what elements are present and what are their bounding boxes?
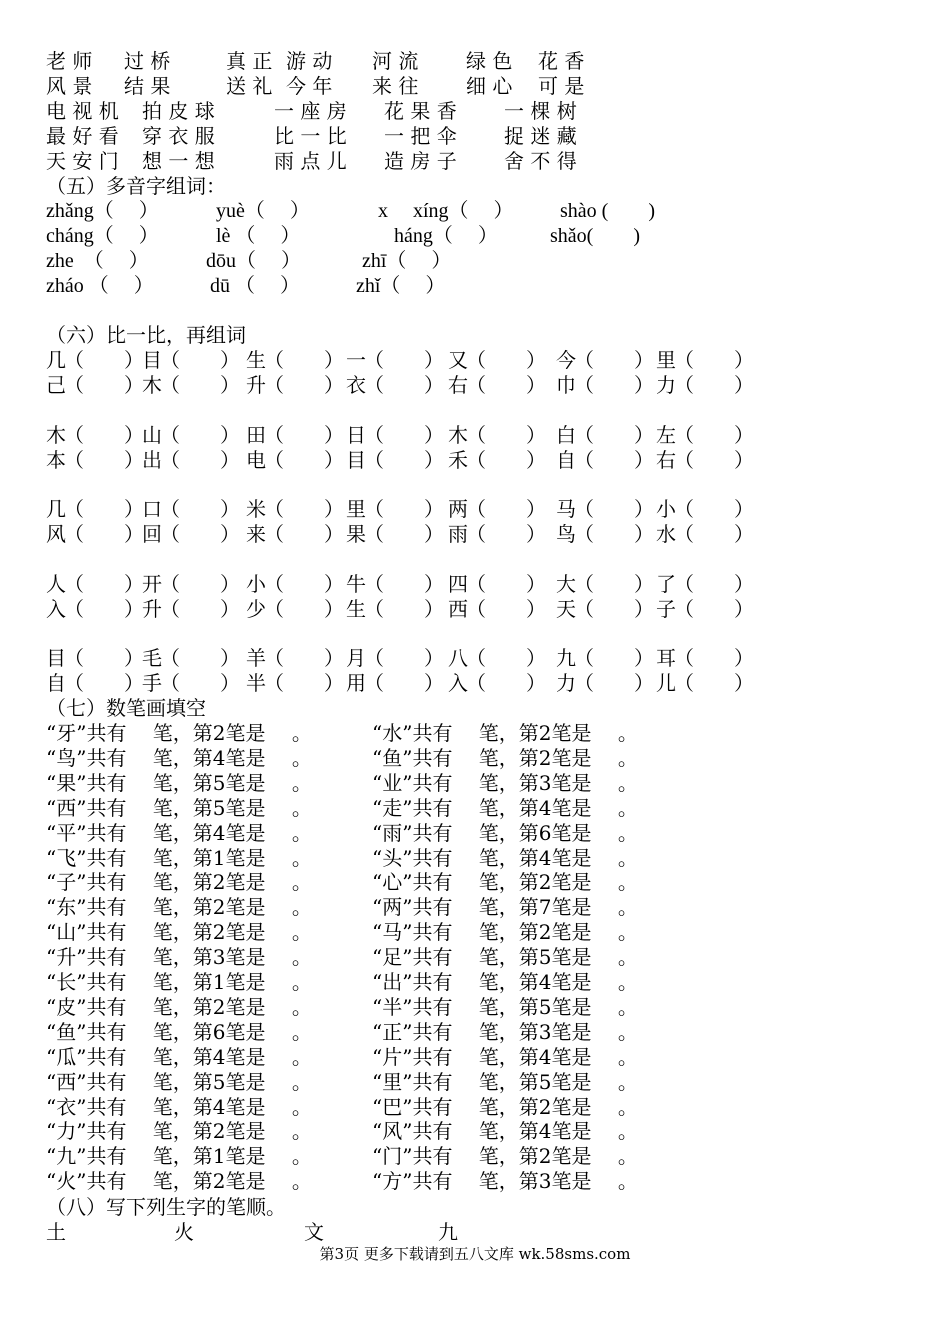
blank-paren: （ ） [466, 423, 546, 447]
blank-paren: （ ） [574, 597, 654, 621]
blank-paren: （ ） [674, 671, 754, 695]
polyphone-item: shào ( ) [560, 200, 655, 222]
word-item: 花 果 香 [384, 99, 457, 123]
word-item: 拍 皮 球 [142, 99, 215, 123]
polyphone-item: yuè（ ） [216, 200, 310, 222]
compare-char: 右 [656, 448, 676, 472]
blank-paren: （ ） [264, 522, 344, 546]
word-item: 真 正 [226, 49, 273, 73]
blank-paren: （ ） [364, 497, 444, 521]
compare-char: 儿 [656, 671, 676, 695]
word-item: 雨 点 儿 [274, 149, 347, 173]
compare-char: 几 [46, 348, 66, 372]
blank-paren: （ ） [160, 671, 240, 695]
polyphone-item: zhǎng（ ） [46, 200, 159, 222]
stroke-question: “心”共有 笔，第2笔是 。 [372, 870, 638, 895]
word-item: 最 好 看 [46, 124, 119, 148]
blank-paren: （ ） [574, 646, 654, 670]
stroke-question: “走”共有 笔，第4笔是 。 [372, 795, 638, 820]
compare-char: 一 [346, 348, 366, 372]
section-8-title: （八）写下列生字的笔顺。 [46, 1195, 286, 1219]
compare-char: 目 [46, 646, 66, 670]
compare-char: 山 [142, 423, 162, 447]
compare-char: 田 [246, 423, 266, 447]
stroke-question: “鱼”共有 笔，第2笔是 。 [372, 745, 638, 770]
stroke-question: “门”共有 笔，第2笔是 。 [372, 1144, 638, 1169]
blank-paren: （ ） [674, 522, 754, 546]
compare-char: 木 [142, 373, 162, 397]
compare-char: 今 [556, 348, 576, 372]
compare-char: 里 [346, 497, 366, 521]
word-item: 游 动 [286, 49, 333, 73]
compare-char: 来 [246, 522, 266, 546]
compare-char: 小 [656, 497, 676, 521]
blank-paren: （ ） [264, 497, 344, 521]
word-item: 电 视 机 [46, 99, 119, 123]
blank-paren: （ ） [674, 497, 754, 521]
blank-paren: （ ） [466, 348, 546, 372]
compare-char: 日 [346, 423, 366, 447]
stroke-question: “升”共有 笔，第3笔是 。 [46, 945, 312, 970]
compare-char: 两 [448, 497, 468, 521]
blank-paren: （ ） [64, 572, 144, 596]
compare-char: 入 [46, 597, 66, 621]
compare-char: 手 [142, 671, 162, 695]
blank-paren: （ ） [64, 423, 144, 447]
blank-paren: （ ） [574, 348, 654, 372]
compare-char: 右 [448, 373, 468, 397]
stroke-question: “正”共有 笔，第3笔是 。 [372, 1019, 638, 1044]
compare-char: 几 [46, 497, 66, 521]
stroke-question: “两”共有 笔，第7笔是 。 [372, 895, 638, 920]
stroke-question: “皮”共有 笔，第2笔是 。 [46, 994, 312, 1019]
compare-char: 天 [556, 597, 576, 621]
footer-text: 第3页 更多下载请到五八文库 wk.58sms.com [319, 1245, 631, 1263]
section-6-title: （六）比一比，再组词 [46, 323, 246, 347]
compare-char: 又 [448, 348, 468, 372]
word-item: 过 桥 [124, 49, 171, 73]
blank-paren: （ ） [364, 348, 444, 372]
compare-char: 鸟 [556, 522, 576, 546]
compare-char: 果 [346, 522, 366, 546]
compare-char: 水 [656, 522, 676, 546]
polyphone-item: zháo （ ） [46, 275, 154, 297]
blank-paren: （ ） [674, 448, 754, 472]
blank-paren: （ ） [264, 373, 344, 397]
compare-char: 出 [142, 448, 162, 472]
blank-paren: （ ） [574, 671, 654, 695]
compare-char: 本 [46, 448, 66, 472]
compare-char: 马 [556, 497, 576, 521]
word-item: 可 是 [538, 74, 585, 98]
stroke-question: “东”共有 笔，第2笔是 。 [46, 895, 312, 920]
word-item: 比 一 比 [274, 124, 347, 148]
word-item: 穿 衣 服 [142, 124, 215, 148]
compare-char: 了 [656, 572, 676, 596]
blank-paren: （ ） [674, 597, 754, 621]
compare-char: 九 [556, 646, 576, 670]
blank-paren: （ ） [674, 348, 754, 372]
polyphone-item: dū （ ） [210, 275, 300, 297]
word-item: 一 棵 树 [504, 99, 577, 123]
blank-paren: （ ） [364, 522, 444, 546]
word-item: 捉 迷 藏 [504, 124, 577, 148]
blank-paren: （ ） [160, 497, 240, 521]
stroke-question: “风”共有 笔，第4笔是 。 [372, 1119, 638, 1144]
stroke-order-char: 火 [174, 1220, 194, 1244]
compare-char: 己 [46, 373, 66, 397]
blank-paren: （ ） [64, 522, 144, 546]
word-item: 花 香 [538, 49, 585, 73]
stroke-question: “平”共有 笔，第4笔是 。 [46, 820, 312, 845]
blank-paren: （ ） [160, 373, 240, 397]
blank-paren: （ ） [264, 597, 344, 621]
stroke-question: “力”共有 笔，第2笔是 。 [46, 1119, 312, 1144]
word-item: 风 景 [46, 74, 93, 98]
compare-char: 白 [556, 423, 576, 447]
blank-paren: （ ） [466, 572, 546, 596]
compare-char: 雨 [448, 522, 468, 546]
compare-char: 口 [142, 497, 162, 521]
blank-paren: （ ） [574, 522, 654, 546]
word-item: 今 年 [286, 74, 333, 98]
blank-paren: （ ） [674, 572, 754, 596]
compare-char: 大 [556, 572, 576, 596]
stroke-question: “半”共有 笔，第5笔是 。 [372, 994, 638, 1019]
stroke-question: “水”共有 笔，第2笔是 。 [372, 721, 638, 745]
polyphone-item: zhe （ ） [46, 250, 149, 272]
blank-paren: （ ） [466, 373, 546, 397]
blank-paren: （ ） [674, 423, 754, 447]
blank-paren: （ ） [466, 522, 546, 546]
blank-paren: （ ） [466, 646, 546, 670]
compare-char: 四 [448, 572, 468, 596]
blank-paren: （ ） [64, 373, 144, 397]
blank-paren: （ ） [466, 497, 546, 521]
blank-paren: （ ） [64, 448, 144, 472]
stroke-question: “马”共有 笔，第2笔是 。 [372, 920, 638, 945]
word-item: 河 流 [372, 49, 419, 73]
polyphone-item: háng（ ） [394, 225, 498, 247]
word-item: 来 往 [372, 74, 419, 98]
blank-paren: （ ） [466, 671, 546, 695]
blank-paren: （ ） [264, 348, 344, 372]
blank-paren: （ ） [364, 572, 444, 596]
compare-char: 力 [656, 373, 676, 397]
word-item: 老 师 [46, 49, 93, 73]
section-7-title: （七）数笔画填空 [46, 696, 206, 720]
compare-char: 小 [246, 572, 266, 596]
blank-paren: （ ） [364, 646, 444, 670]
word-item: 一 座 房 [274, 99, 347, 123]
stroke-question: “飞”共有 笔，第1笔是 。 [46, 845, 312, 870]
blank-paren: （ ） [64, 646, 144, 670]
blank-paren: （ ） [466, 597, 546, 621]
compare-char: 目 [142, 348, 162, 372]
stroke-question: “牙”共有 笔，第2笔是 。 [46, 721, 312, 745]
stroke-question: “子”共有 笔，第2笔是 。 [46, 870, 312, 895]
compare-char: 巾 [556, 373, 576, 397]
stroke-order-char: 土 [46, 1220, 66, 1244]
stroke-question: “瓜”共有 笔，第4笔是 。 [46, 1044, 312, 1069]
compare-char: 升 [142, 597, 162, 621]
stroke-question: “衣”共有 笔，第4笔是 。 [46, 1094, 312, 1119]
polyphone-item: dōu（ ） [206, 250, 301, 272]
stroke-question: “出”共有 笔，第4笔是 。 [372, 970, 638, 994]
blank-paren: （ ） [264, 671, 344, 695]
blank-paren: （ ） [466, 448, 546, 472]
polyphone-item: x xíng（ ） [378, 200, 514, 222]
compare-char: 羊 [246, 646, 266, 670]
blank-paren: （ ） [64, 497, 144, 521]
blank-paren: （ ） [364, 373, 444, 397]
compare-char: 用 [346, 671, 366, 695]
blank-paren: （ ） [364, 597, 444, 621]
stroke-question: “业”共有 笔，第3笔是 。 [372, 770, 638, 795]
compare-char: 耳 [656, 646, 676, 670]
stroke-question: “方”共有 笔，第3笔是 。 [372, 1169, 638, 1194]
compare-char: 力 [556, 671, 576, 695]
stroke-order-char: 文 [304, 1220, 324, 1244]
compare-char: 里 [656, 348, 676, 372]
blank-paren: （ ） [160, 522, 240, 546]
blank-paren: （ ） [64, 597, 144, 621]
blank-paren: （ ） [574, 373, 654, 397]
compare-char: 少 [246, 597, 266, 621]
compare-char: 木 [448, 423, 468, 447]
blank-paren: （ ） [264, 448, 344, 472]
compare-char: 八 [448, 646, 468, 670]
blank-paren: （ ） [160, 348, 240, 372]
blank-paren: （ ） [574, 448, 654, 472]
blank-paren: （ ） [160, 646, 240, 670]
blank-paren: （ ） [574, 423, 654, 447]
stroke-question: “长”共有 笔，第1笔是 。 [46, 970, 312, 994]
compare-char: 月 [346, 646, 366, 670]
compare-char: 毛 [142, 646, 162, 670]
compare-char: 木 [46, 423, 66, 447]
blank-paren: （ ） [674, 646, 754, 670]
stroke-question: “山”共有 笔，第2笔是 。 [46, 920, 312, 945]
stroke-question: “九”共有 笔，第1笔是 。 [46, 1144, 312, 1169]
stroke-question: “鱼”共有 笔，第6笔是 。 [46, 1019, 312, 1044]
compare-char: 衣 [346, 373, 366, 397]
compare-char: 禾 [448, 448, 468, 472]
blank-paren: （ ） [364, 423, 444, 447]
compare-char: 自 [556, 448, 576, 472]
blank-paren: （ ） [264, 646, 344, 670]
compare-char: 米 [246, 497, 266, 521]
polyphone-item: shǎo( ) [550, 225, 640, 247]
stroke-question: “巴”共有 笔，第2笔是 。 [372, 1094, 638, 1119]
polyphone-item: zhī（ ） [362, 250, 452, 272]
compare-char: 生 [246, 348, 266, 372]
page-footer [0, 1244, 950, 1264]
blank-paren: （ ） [64, 671, 144, 695]
section-5-title: （五）多音字组词： [46, 174, 226, 198]
blank-paren: （ ） [160, 448, 240, 472]
word-item: 天 安 门 [46, 149, 119, 173]
blank-paren: （ ） [160, 572, 240, 596]
stroke-question: “鸟”共有 笔，第4笔是 。 [46, 745, 312, 770]
blank-paren: （ ） [264, 423, 344, 447]
polyphone-item: lè （ ） [216, 225, 301, 247]
stroke-question: “西”共有 笔，第5笔是 。 [46, 1069, 312, 1094]
compare-char: 子 [656, 597, 676, 621]
word-item: 绿 色 [466, 49, 513, 73]
compare-char: 生 [346, 597, 366, 621]
polyphone-item: zhǐ（ ） [356, 275, 446, 297]
stroke-question: “雨”共有 笔，第6笔是 。 [372, 820, 638, 845]
word-item: 一 把 伞 [384, 124, 457, 148]
compare-char: 半 [246, 671, 266, 695]
blank-paren: （ ） [160, 423, 240, 447]
stroke-question: “火”共有 笔，第2笔是 。 [46, 1169, 312, 1194]
compare-char: 开 [142, 572, 162, 596]
stroke-question: “片”共有 笔，第4笔是 。 [372, 1044, 638, 1069]
compare-char: 自 [46, 671, 66, 695]
word-item: 想 一 想 [142, 149, 215, 173]
word-item: 细 心 [466, 74, 513, 98]
compare-char: 回 [142, 522, 162, 546]
stroke-question: “果”共有 笔，第5笔是 。 [46, 770, 312, 795]
polyphone-item: cháng（ ） [46, 225, 159, 247]
compare-char: 西 [448, 597, 468, 621]
stroke-question: “头”共有 笔，第4笔是 。 [372, 845, 638, 870]
blank-paren: （ ） [160, 597, 240, 621]
word-item: 送 礼 [226, 74, 273, 98]
compare-char: 电 [246, 448, 266, 472]
blank-paren: （ ） [364, 448, 444, 472]
compare-char: 人 [46, 572, 66, 596]
word-item: 舍 不 得 [504, 149, 577, 173]
blank-paren: （ ） [574, 497, 654, 521]
word-item: 结 果 [124, 74, 171, 98]
stroke-question: “西”共有 笔，第5笔是 。 [46, 795, 312, 820]
blank-paren: （ ） [674, 373, 754, 397]
compare-char: 牛 [346, 572, 366, 596]
compare-char: 左 [656, 423, 676, 447]
stroke-question: “里”共有 笔，第5笔是 。 [372, 1069, 638, 1094]
blank-paren: （ ） [64, 348, 144, 372]
blank-paren: （ ） [364, 671, 444, 695]
blank-paren: （ ） [574, 572, 654, 596]
compare-char: 入 [448, 671, 468, 695]
compare-char: 升 [246, 373, 266, 397]
stroke-question: “足”共有 笔，第5笔是 。 [372, 945, 638, 970]
stroke-order-char: 九 [438, 1220, 458, 1244]
blank-paren: （ ） [264, 572, 344, 596]
compare-char: 风 [46, 522, 66, 546]
compare-char: 目 [346, 448, 366, 472]
word-item: 造 房 子 [384, 149, 457, 173]
